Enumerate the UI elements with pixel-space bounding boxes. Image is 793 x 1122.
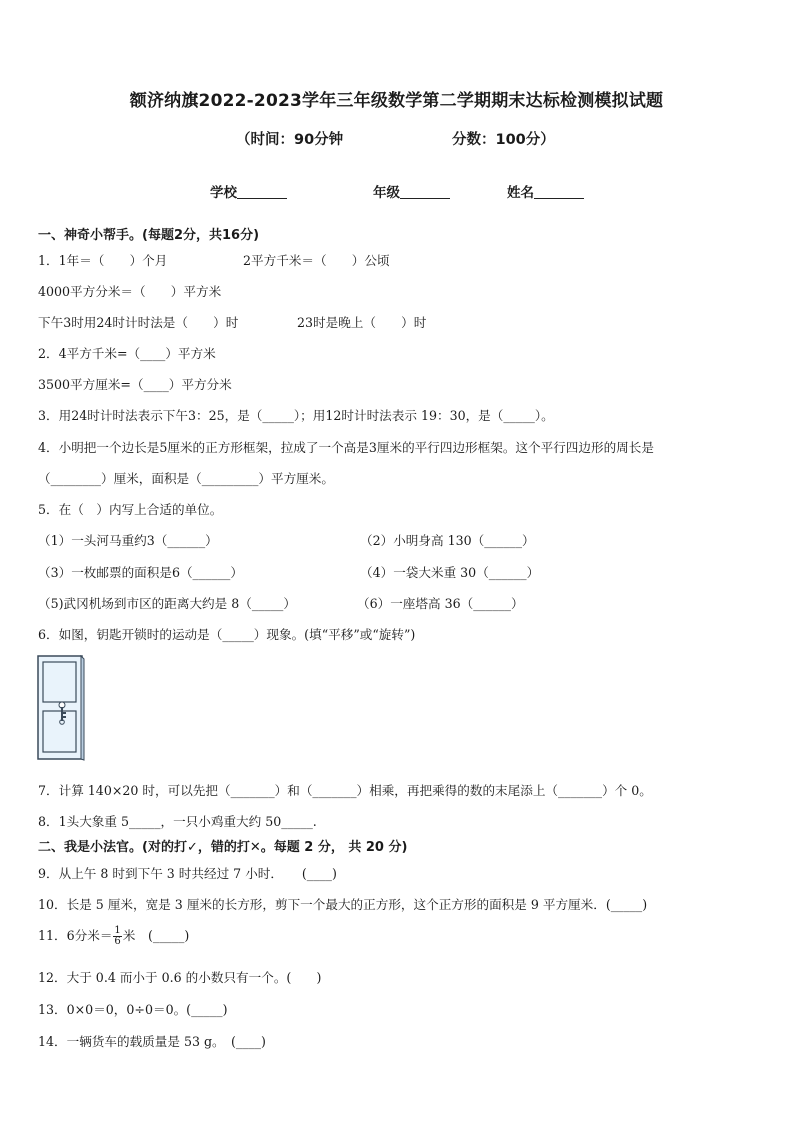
- question-1a: 1．1年＝（ ）个月: [38, 253, 168, 268]
- name-field[interactable]: [507, 181, 584, 201]
- question-6: 6．如图，钥匙开锁时的运动是（_____）现象。(填“平移”或“旋转”): [38, 627, 416, 642]
- question-2b: 3500平方厘米=（____）平方分米: [38, 377, 232, 392]
- question-1c: 4000平方分米＝（ ）平方米: [38, 284, 222, 299]
- exam-score: 分数：100分）: [452, 132, 555, 148]
- question-4-line1: 4．小明把一个边长是5厘米的正方形框架，拉成了一个高是3厘米的平行四边形框架。这个平行四边形的周长是: [38, 440, 654, 455]
- question-11: [38, 925, 189, 947]
- question-4-line2: （________）厘米，面积是（_________）平方厘米。: [38, 471, 334, 486]
- question-5-item-3: （3）一枚邮票的面积是6（______）: [38, 565, 243, 580]
- question-1b: 2平方千米＝（ ）公顷: [243, 253, 390, 268]
- section-1-heading: 一、神奇小帮手。(每题2分，共16分): [38, 228, 260, 243]
- question-5-item-1: （1）一头河马重约3（______）: [38, 533, 218, 548]
- question-11-prefix: 11．6分米＝: [38, 928, 113, 943]
- school-field[interactable]: [210, 181, 287, 201]
- question-11-suffix: 米 (_____): [122, 928, 190, 943]
- door-key-figure: [37, 655, 85, 761]
- question-2a: 2．4平方千米=（____）平方米: [38, 346, 216, 361]
- fraction-numerator: 1: [114, 925, 121, 936]
- question-5-item-2: （2）小明身高 130（______）: [360, 533, 535, 548]
- question-9: 9．从上午 8 时到下午 3 时共经过 7 小时． (____): [38, 866, 337, 881]
- question-13: 13．0×0＝0，0÷0＝0。(_____): [38, 1002, 228, 1017]
- name-label: 姓名: [507, 185, 534, 201]
- question-1e: 23时是晚上（ ）时: [297, 315, 427, 330]
- school-blank[interactable]: [237, 184, 287, 199]
- question-8: 8．1头大象重 5_____，一只小鸡重大约 50_____.: [38, 814, 317, 829]
- question-14: 14．一辆货车的载质量是 53 g。 (____): [38, 1034, 266, 1049]
- grade-label: 年级: [373, 185, 400, 201]
- page-title: 额济纳旗2022-2023学年三年级数学第二学期期末达标检测模拟试题: [129, 91, 664, 111]
- question-5-item-4: （4）一袋大米重 30（______）: [360, 565, 540, 580]
- fraction-denominator: 6: [114, 936, 121, 947]
- question-7: 7．计算 140×20 时，可以先把（_______）和（_______）相乘，再把乘得的数的末尾添上（_______）个 0。: [38, 783, 652, 798]
- question-1d: 下午3时用24时计时法是（ ）时: [38, 315, 239, 330]
- question-10: 10．长是 5 厘米，宽是 3 厘米的长方形，剪下一个最大的正方形，这个正方形的面积是 9 平方厘米．(_____): [38, 897, 648, 912]
- question-5-item-5: （5)武冈机场到市区的距离大约是 8（_____）: [38, 596, 296, 611]
- question-5: 5．在（ ）内写上合适的单位。: [38, 502, 223, 517]
- grade-field[interactable]: [373, 181, 450, 201]
- question-12: 12．大于 0.4 而小于 0.6 的小数只有一个。( ): [38, 970, 322, 985]
- name-blank[interactable]: [534, 184, 584, 199]
- fraction-one-sixth: [113, 926, 121, 947]
- section-2-heading: 二、我是小法官。(对的打✓，错的打✕。每题 2 分， 共 20 分): [38, 840, 408, 855]
- grade-blank[interactable]: [400, 184, 450, 199]
- school-label: 学校: [210, 185, 237, 201]
- question-5-item-6: （6）一座塔高 36（______）: [357, 596, 524, 611]
- question-3: 3．用24时计时法表示下午3：25，是（_____）；用12时计时法表示 19：30，是（_____）。: [38, 408, 554, 423]
- exam-time: （时间：90分钟: [236, 132, 344, 148]
